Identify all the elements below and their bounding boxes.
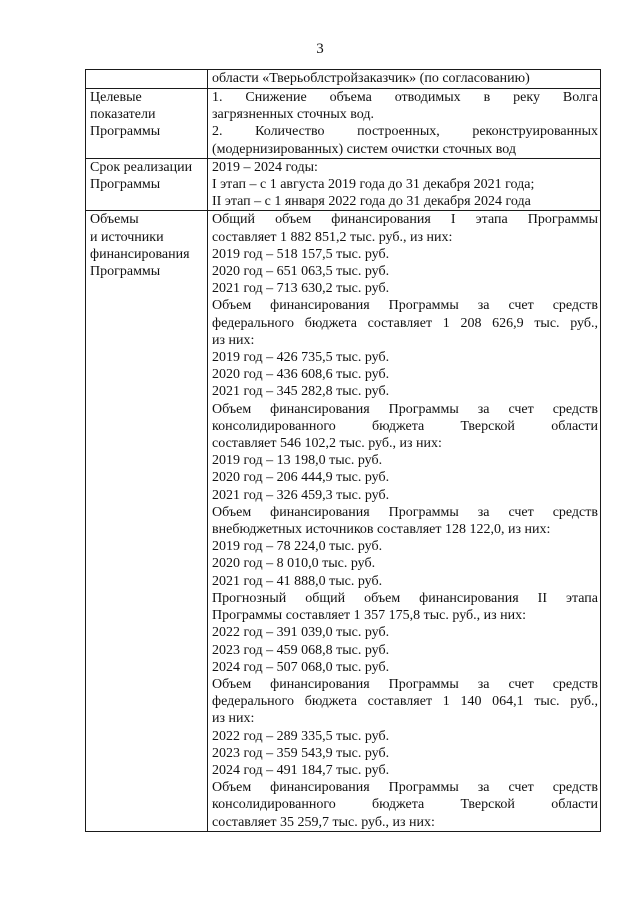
row-label-line: Объемы bbox=[90, 212, 139, 228]
label-cell-term bbox=[86, 158, 208, 211]
label-cell-targets bbox=[86, 89, 208, 159]
label-cell-empty bbox=[86, 70, 208, 89]
text-line: 2019 – 2024 годы: bbox=[212, 159, 318, 175]
paragraph bbox=[212, 728, 598, 745]
row-label-line: Срок реализации bbox=[90, 159, 193, 175]
text-line: консолидированного бюджета Тверской области bbox=[212, 418, 598, 434]
value-cell-continuation bbox=[208, 70, 601, 89]
paragraph bbox=[212, 762, 598, 779]
paragraph bbox=[212, 366, 598, 383]
paragraph bbox=[212, 642, 598, 659]
text-line: 2024 год – 491 184,7 тыс. руб. bbox=[212, 762, 390, 778]
text-line: 2024 год – 507 068,0 тыс. руб. bbox=[212, 659, 390, 675]
row-label-line: Программы bbox=[90, 124, 161, 140]
table-row-targets bbox=[86, 89, 601, 159]
paragraph bbox=[212, 555, 598, 572]
text-line: Объем финансирования Программы за счет средств bbox=[212, 676, 598, 692]
paragraph bbox=[212, 504, 598, 538]
paragraph bbox=[212, 624, 598, 641]
passport-table bbox=[85, 69, 601, 832]
table-row-term bbox=[86, 158, 601, 211]
text-line: из них: bbox=[212, 332, 255, 348]
paragraph bbox=[212, 383, 598, 400]
text-line: составляет 546 102,2 тыс. руб., из них: bbox=[212, 436, 442, 452]
text-line: федерального бюджета составляет 1 140 064,1 тыс. руб., bbox=[212, 694, 598, 710]
text-line: Объем финансирования Программы за счет средств bbox=[212, 401, 598, 417]
text-line: Общий объем финансирования I этапа Программы bbox=[212, 212, 598, 228]
paragraph bbox=[212, 349, 598, 366]
row-label-line: Программы bbox=[90, 264, 161, 280]
paragraph bbox=[212, 538, 598, 555]
paragraph bbox=[212, 280, 598, 297]
text-line: Прогнозный общий объем финансирования II этапа bbox=[212, 590, 598, 606]
page-number: 3 bbox=[316, 41, 324, 57]
text-line: Программы составляет 1 357 175,8 тыс. руб., из них: bbox=[212, 608, 527, 624]
text-line: составляет 1 882 851,2 тыс. руб., из них: bbox=[212, 229, 453, 245]
row-label-line: Целевые bbox=[90, 90, 142, 105]
value-cell-funding bbox=[208, 211, 601, 831]
text-line: внебюджетных источников составляет 128 122,0, из них: bbox=[212, 522, 551, 538]
text-line: 2022 год – 289 335,5 тыс. руб. bbox=[212, 728, 390, 744]
text-line: из них: bbox=[212, 711, 255, 727]
text-line: I этап – с 1 августа 2019 года до 31 декабря 2021 года; bbox=[212, 177, 535, 193]
text-line: 2020 год – 206 444,9 тыс. руб. bbox=[212, 470, 390, 486]
row-label-line: и источники bbox=[90, 229, 164, 245]
value-cell-term bbox=[208, 158, 601, 211]
text-line: 2020 год – 436 608,6 тыс. руб. bbox=[212, 367, 390, 383]
text-line: 2023 год – 359 543,9 тыс. руб. bbox=[212, 745, 390, 761]
text-line: составляет 35 259,7 тыс. руб., из них: bbox=[212, 814, 435, 830]
paragraph bbox=[212, 246, 598, 263]
table-row-continuation bbox=[86, 70, 601, 89]
text-line: консолидированного бюджета Тверской области bbox=[212, 797, 598, 813]
paragraph bbox=[212, 211, 598, 245]
paragraph bbox=[212, 469, 598, 486]
text-line: 2021 год – 41 888,0 тыс. руб. bbox=[212, 573, 383, 589]
table-row-funding bbox=[86, 211, 601, 831]
paragraph bbox=[212, 573, 598, 590]
paragraph bbox=[212, 779, 598, 831]
text-line: II этап – с 1 января 2022 года до 31 декабря 2024 года bbox=[212, 194, 531, 210]
text-line: 2. Количество построенных, реконструированных bbox=[212, 124, 598, 140]
paragraph bbox=[212, 590, 598, 624]
text-line: 2021 год – 713 630,2 тыс. руб. bbox=[212, 281, 390, 297]
paragraph bbox=[212, 452, 598, 469]
text-line: Объем финансирования Программы за счет средств bbox=[212, 504, 598, 520]
paragraph bbox=[212, 123, 598, 157]
paragraph bbox=[212, 297, 598, 349]
paragraph bbox=[212, 745, 598, 762]
row-label-line: показатели bbox=[90, 107, 156, 123]
text-line: 1. Снижение объема отводимых в реку Волга bbox=[212, 90, 598, 105]
text-line: 2022 год – 391 039,0 тыс. руб. bbox=[212, 625, 390, 641]
text-line: 2021 год – 326 459,3 тыс. руб. bbox=[212, 487, 390, 503]
paragraph bbox=[212, 487, 598, 504]
text-line: 2019 год – 426 735,5 тыс. руб. bbox=[212, 350, 390, 366]
paragraph bbox=[212, 401, 598, 453]
value-cell-targets bbox=[208, 89, 601, 159]
text-line: (модернизированных) систем очистки сточных вод bbox=[212, 141, 517, 157]
label-cell-funding bbox=[86, 211, 208, 831]
text-line: области «Тверьоблстройзаказчик» (по согласованию) bbox=[212, 71, 530, 86]
row-label-line: Программы bbox=[90, 177, 161, 193]
row-label-line: финансирования bbox=[90, 246, 190, 262]
text-line: 2019 год – 13 198,0 тыс. руб. bbox=[212, 453, 383, 469]
text-line: Объем финансирования Программы за счет средств bbox=[212, 298, 598, 314]
paragraph bbox=[212, 263, 598, 280]
text-line: 2019 год – 518 157,5 тыс. руб. bbox=[212, 246, 390, 262]
paragraph bbox=[212, 659, 598, 676]
paragraph bbox=[212, 89, 598, 123]
text-line: загрязненных сточных вод. bbox=[212, 107, 375, 123]
text-line: 2021 год – 345 282,8 тыс. руб. bbox=[212, 384, 390, 400]
paragraph bbox=[212, 676, 598, 728]
text-line: 2019 год – 78 224,0 тыс. руб. bbox=[212, 539, 383, 555]
text-line: Объем финансирования Программы за счет средств bbox=[212, 780, 598, 796]
text-line: 2020 год – 651 063,5 тыс. руб. bbox=[212, 264, 390, 280]
text-line: федерального бюджета составляет 1 208 626,9 тыс. руб., bbox=[212, 315, 598, 331]
text-line: 2020 год – 8 010,0 тыс. руб. bbox=[212, 556, 376, 572]
text-line: 2023 год – 459 068,8 тыс. руб. bbox=[212, 642, 390, 658]
